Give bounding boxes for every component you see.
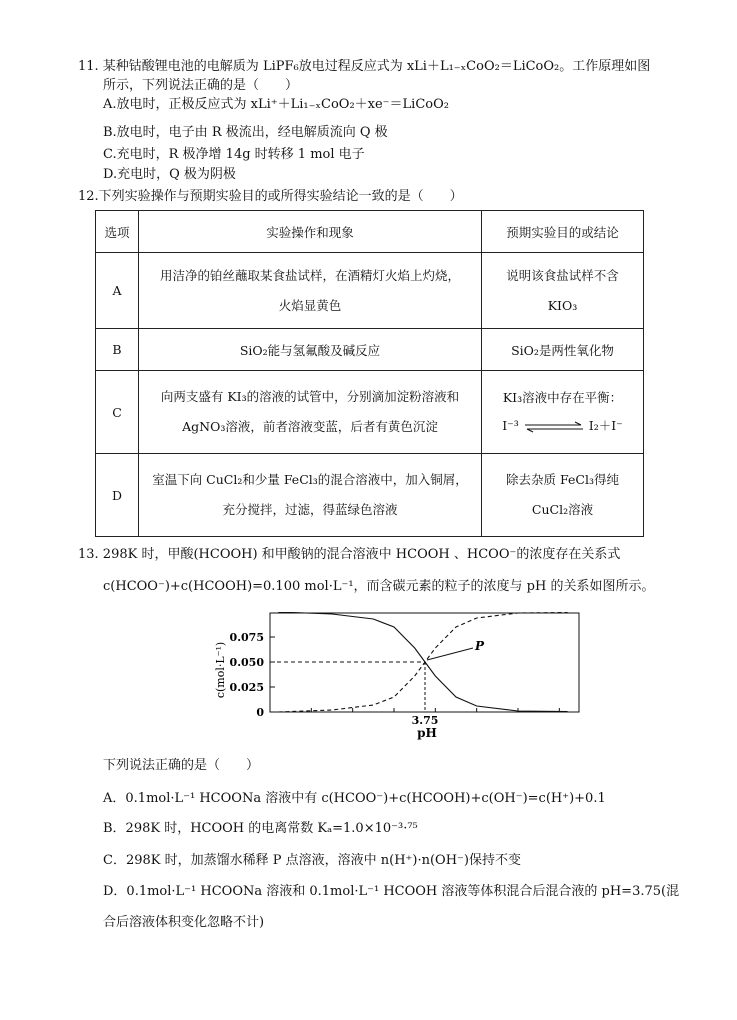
row-c-conclusion: KI₃溶液中存在平衡： I⁻³ I₂＋I⁻ (482, 371, 644, 454)
header-option: 选项 (96, 211, 139, 253)
q11-stem-line1: 11. 某种钴酸锂电池的电解质为 LiPF₆放电过程反应式为 xLi＋L₁₋ₓCoO₂＝LiCoO₂。工作原理如图 (78, 59, 651, 74)
y-tick-label: 0 (256, 706, 264, 719)
q11-option-c: C.充电时，R 极净增 14g 时转移 1 mol 电子 (103, 147, 365, 162)
row-b-option: B (96, 329, 139, 371)
table-header-row (96, 211, 644, 253)
y-axis-label: c(mol·L⁻¹) (214, 641, 227, 699)
row-b-conclusion: SiO₂是两性氧化物 (482, 329, 644, 371)
point-label: P (475, 639, 485, 653)
q11-stem-line2: 所示，下列说法正确的是（ ） (103, 78, 299, 93)
equilibrium-arrows-icon (523, 421, 585, 433)
table-row (96, 253, 644, 329)
header-conclusion: 预期实验目的或结论 (482, 211, 644, 253)
row-c-operation: 向两支盛有 KI₃的溶液的试管中，分别滴加淀粉溶液和 AgNO₃溶液，前者溶液变蓝，后者有黄色沉淀 (139, 371, 482, 454)
q11-option-a: A.放电时，正极反应式为 xLi⁺＋Li₁₋ₓCoO₂＋xe⁻＝LiCoO₂ (103, 97, 449, 112)
row-b-operation: SiO₂能与氢氟酸及碱反应 (139, 329, 482, 371)
q13-option-a: A．0.1mol·L⁻¹ HCOONa 溶液中有 c(HCOO⁻)+c(HCOOH)+c(OH⁻)=c(H⁺)+0.1 (103, 791, 606, 806)
x-axis-label: pH (417, 726, 437, 740)
q11-option-b: B.放电时，电子由 R 极流出，经电解质流向 Q 极 (103, 125, 388, 140)
q13-option-d-line1: D．0.1mol·L⁻¹ HCOONa 溶液和 0.1mol·L⁻¹ HCOOH 溶液等体积混合后混合液的 pH=3.75(混 (103, 884, 680, 899)
y-tick-label: 0.025 (229, 681, 264, 694)
q13-option-c: C．298K 时，加蒸馏水稀释 P 点溶液，溶液中 n(H⁺)·n(OH⁻)保持不变 (103, 853, 521, 868)
row-d-option: D (96, 454, 139, 537)
q13-option-d-line2: 合后溶液体积变化忽略不计) (103, 915, 265, 930)
row-a-conclusion: 说明该食盐试样不含 KIO₃ (482, 253, 644, 329)
x-tick-label: 3.75 (411, 714, 439, 727)
y-tick-label: 0.075 (229, 631, 264, 644)
point-leader-line (427, 648, 473, 660)
q12-table (95, 210, 644, 537)
row-d-conclusion: 除去杂质 FeCl₃得纯 CuCl₂溶液 (482, 454, 644, 537)
q13-stem-line1: 13. 298K 时，甲酸(HCOOH) 和甲酸钠的混合溶液中 HCOOH 、HCOO⁻的浓度存在关系式 (78, 547, 621, 562)
row-c-option: C (96, 371, 139, 454)
y-tick-label: 0.050 (229, 656, 264, 669)
q13-option-b: B．298K 时，HCOOH 的电离常数 Kₐ=1.0×10⁻³·⁷⁵ (103, 821, 418, 836)
row-a-option: A (96, 253, 139, 329)
table-row (96, 371, 644, 454)
table-row (96, 329, 644, 371)
equilibrium-expression: I⁻³ I₂＋I⁻ (502, 418, 623, 433)
header-operation: 实验操作和现象 (139, 211, 482, 253)
q12-stem: 12.下列实验操作与预期实验目的或所得实验结论一致的是（ ） (78, 189, 463, 204)
q13-question: 下列说法正确的是（ ） (103, 758, 260, 773)
q13-stem-line2: c(HCOO⁻)+c(HCOOH)=0.100 mol·L⁻¹，而含碳元素的粒子的浓度与 pH 的关系如图所示。 (103, 579, 655, 594)
concentration-ph-chart (200, 612, 580, 740)
table-row (96, 454, 644, 537)
q11-option-d: D.充电时，Q 极为阴极 (103, 167, 236, 182)
row-a-operation: 用洁净的铂丝蘸取某食盐试样，在酒精灯火焰上灼烧， 火焰显黄色 (139, 253, 482, 329)
row-d-operation: 室温下向 CuCl₂和少量 FeCl₃的混合溶液中，加入铜屑， 充分搅拌，过滤，得蓝绿色溶液 (139, 454, 482, 537)
